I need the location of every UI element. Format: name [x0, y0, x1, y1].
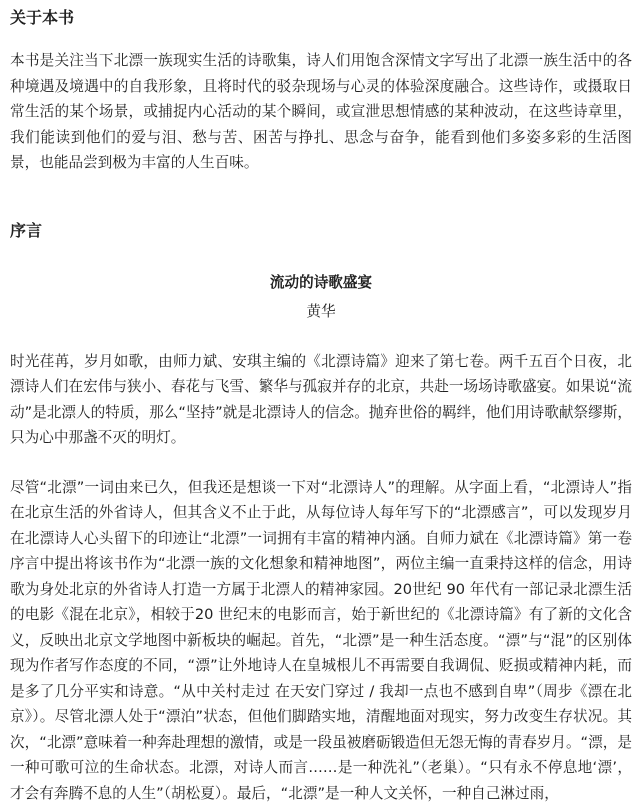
- preface-paragraph: 时光荏苒，岁月如歌，由师力斌、安琪主编的《北漂诗篇》迎来了第七卷。两千五百个日夜，北漂诗人们在宏伟与狭小、春花与飞雪、繁华与孤寂并存的北京，共赴一场场诗歌盛宴。如果说“流动”是北漂人的特质，那么“坚持”就是北漂诗人的信念。抛弃世俗的羁绊，他们用诗歌献祭缪斯，只为心中那盏不灭的明灯。: [10, 349, 632, 451]
- article-author: 黄华: [10, 301, 632, 323]
- article-title: 流动的诗歌盛宴: [10, 272, 632, 294]
- about-book-heading: 关于本书: [10, 6, 632, 30]
- preface-paragraph: 尽管“北漂”一词由来已久，但我还是想谈一下对“北漂诗人”的理解。从字面上看，“北漂诗人”指在北京生活的外省诗人，但其含义不止于此，从每位诗人每年写下的“北漂感言”，可以发现岁月在北漂诗人心头留下的印迹让“北漂”一词拥有丰富的精神内涵。自师力斌在《北漂诗篇》第一卷序言中提出将该书作为“北漂一族的文化想象和精神地图”，两位主编一直秉持这样的信念，用诗歌为身处北京的外省诗人打造一方属于北漂人的精神家园。20世纪 90 年代有一部记录北漂生活的电影《混在北京》，相较于20 世纪末的电影而言，始于新世纪的《北漂诗篇》有了新的文化含义，反映出北京文学地图中新板块的崛起。首先，“北漂”是一种生活态度。“漂”与“混”的区别体现为作者写作态度的不同，“漂”让外地诗人在皇城根儿不再需要自我调侃、贬损或精神内耗，而是多了几分平实和诗意。“从中关村走过 在天安门穿过 / 我却一点也不感到自卑”（周步《漂在北京》）。尽管北漂人处于“漂泊”状态，但他们脚踏实地，清醒地面对现实，努力改变生存状况。其次，“北漂”意味着一种奔赴理想的激情，或是一段虽被磨砺锻造但无怨无悔的青春岁月。“漂，是一种可歌可泣的生命状态。北漂，对诗人而言……是一种洗礼”（老巢）。“只有永不停息地‘漂’，才会有奔腾不息的人生”（胡松夏）。最后，“北漂”是一种人文关怀，一种自己淋过雨，: [10, 475, 632, 806]
- preface-heading: 序言: [10, 219, 632, 243]
- about-book-text: 本书是关注当下北漂一族现实生活的诗歌集，诗人们用饱含深情文字写出了北漂一族生活中的各种境遇及境遇中的自我形象，且将时代的驳杂现场与心灵的体验深度融合。这些诗作，或摄取日常生活的某个场景，或捕捉内心活动的某个瞬间，或宣泄思想情感的某种波动，在这些诗章里，我们能读到他们的爱与泪、愁与苦、困苦与挣扎、思念与奋争，能看到他们多姿多彩的生活图景，也能品尝到极为丰富的人生百味。: [10, 48, 632, 176]
